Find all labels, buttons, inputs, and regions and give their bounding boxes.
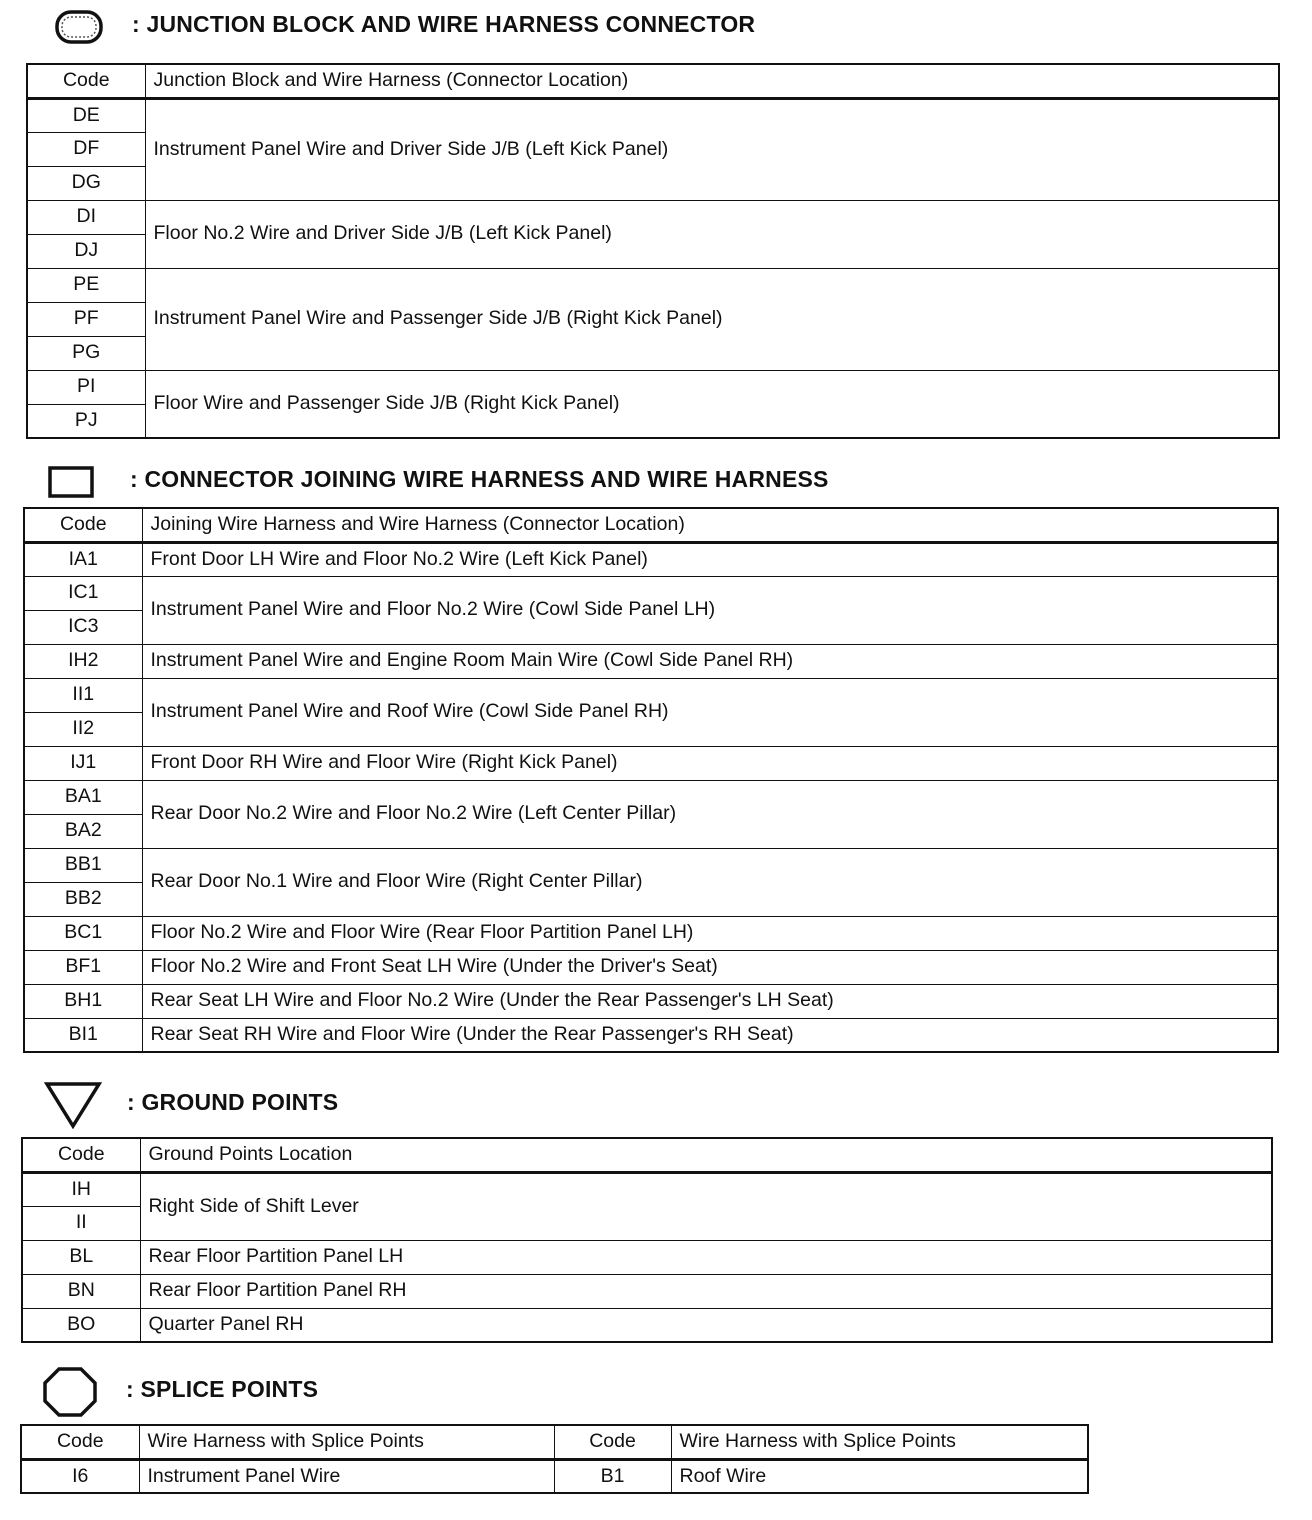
location-cell: Rear Door No.1 Wire and Floor Wire (Right Center Pillar) (142, 848, 1278, 916)
table-row (24, 644, 1278, 678)
header-description: Wire Harness with Splice Points (139, 1425, 554, 1459)
code-cell: BO (22, 1308, 140, 1342)
table-header-row (24, 508, 1278, 542)
table-row (24, 984, 1278, 1018)
location-cell: Floor No.2 Wire and Front Seat LH Wire (Under the Driver's Seat) (142, 950, 1278, 984)
code-cell: BI1 (24, 1018, 142, 1052)
junction-title: : JUNCTION BLOCK AND WIRE HARNESS CONNECTOR (132, 11, 756, 37)
table-header-row (22, 1138, 1272, 1172)
table-row (27, 268, 1279, 302)
octagon-icon (42, 1366, 98, 1418)
code-cell: BA1 (24, 780, 142, 814)
ground-title: : GROUND POINTS (127, 1089, 339, 1115)
code-cell: PG (27, 336, 145, 370)
location-cell: Instrument Panel Wire and Passenger Side J/B (Right Kick Panel) (145, 268, 1279, 370)
code-cell: DF (27, 132, 145, 166)
code-cell: BB1 (24, 848, 142, 882)
ground-section-title (127, 1089, 338, 1116)
header-description: Wire Harness with Splice Points (671, 1425, 1088, 1459)
table-row (24, 576, 1278, 610)
code-cell: BN (22, 1274, 140, 1308)
location-cell: Rear Floor Partition Panel LH (140, 1240, 1272, 1274)
wire-harness-cell: Roof Wire (671, 1459, 1088, 1493)
table-row (24, 678, 1278, 712)
code-cell: BF1 (24, 950, 142, 984)
header-code: Code (22, 1138, 140, 1172)
connector-table (23, 507, 1279, 1053)
header-code: Code (21, 1425, 139, 1459)
code-cell: IA1 (24, 542, 142, 576)
location-cell: Quarter Panel RH (140, 1308, 1272, 1342)
code-cell: PJ (27, 404, 145, 438)
table-header-row (21, 1425, 1088, 1459)
location-cell: Instrument Panel Wire and Roof Wire (Cowl Side Panel RH) (142, 678, 1278, 746)
header-code: Code (27, 64, 145, 98)
table-row (27, 98, 1279, 132)
table-row (24, 1018, 1278, 1052)
triangle-down-icon (44, 1081, 102, 1129)
code-cell: II1 (24, 678, 142, 712)
location-cell: Rear Floor Partition Panel RH (140, 1274, 1272, 1308)
table-row (24, 916, 1278, 950)
code-cell: BL (22, 1240, 140, 1274)
header-description: Junction Block and Wire Harness (Connector Location) (145, 64, 1279, 98)
code-cell: PI (27, 370, 145, 404)
table-row (24, 848, 1278, 882)
location-cell: Floor No.2 Wire and Floor Wire (Rear Floor Partition Panel LH) (142, 916, 1278, 950)
rectangle-icon (48, 466, 94, 498)
location-cell: Right Side of Shift Lever (140, 1172, 1272, 1240)
table-row (22, 1240, 1272, 1274)
location-cell: Instrument Panel Wire and Engine Room Main Wire (Cowl Side Panel RH) (142, 644, 1278, 678)
header-description: Joining Wire Harness and Wire Harness (Connector Location) (142, 508, 1278, 542)
ground-table (21, 1137, 1273, 1343)
code-cell: B1 (554, 1459, 671, 1493)
location-cell: Front Door LH Wire and Floor No.2 Wire (Left Kick Panel) (142, 542, 1278, 576)
code-cell: BC1 (24, 916, 142, 950)
header-description: Ground Points Location (140, 1138, 1272, 1172)
junction-table (26, 63, 1280, 439)
splice-table (20, 1424, 1089, 1494)
wire-harness-cell: Instrument Panel Wire (139, 1459, 554, 1493)
rounded-rect-icon (54, 9, 104, 45)
table-row (22, 1172, 1272, 1206)
table-row (24, 542, 1278, 576)
code-cell: DI (27, 200, 145, 234)
table-row (24, 780, 1278, 814)
table-row (21, 1459, 1088, 1493)
table-row (24, 950, 1278, 984)
code-cell: PF (27, 302, 145, 336)
header-code: Code (554, 1425, 671, 1459)
table-row (27, 370, 1279, 404)
code-cell: DG (27, 166, 145, 200)
junction-section-title (132, 11, 755, 38)
location-cell: Instrument Panel Wire and Driver Side J/B (Left Kick Panel) (145, 98, 1279, 200)
location-cell: Instrument Panel Wire and Floor No.2 Wire (Cowl Side Panel LH) (142, 576, 1278, 644)
table-header-row (27, 64, 1279, 98)
code-cell: IC1 (24, 576, 142, 610)
code-cell: I6 (21, 1459, 139, 1493)
header-code: Code (24, 508, 142, 542)
code-cell: II (22, 1206, 140, 1240)
code-cell: BA2 (24, 814, 142, 848)
code-cell: BH1 (24, 984, 142, 1018)
table-row (22, 1274, 1272, 1308)
location-cell: Rear Seat LH Wire and Floor No.2 Wire (Under the Rear Passenger's LH Seat) (142, 984, 1278, 1018)
connector-title: : CONNECTOR JOINING WIRE HARNESS AND WIRE HARNESS (130, 466, 829, 492)
splice-title: : SPLICE POINTS (126, 1376, 319, 1402)
location-cell: Floor Wire and Passenger Side J/B (Right Kick Panel) (145, 370, 1279, 438)
code-cell: IC3 (24, 610, 142, 644)
code-cell: BB2 (24, 882, 142, 916)
code-cell: IH (22, 1172, 140, 1206)
splice-section-title (126, 1376, 318, 1403)
table-row (22, 1308, 1272, 1342)
connector-section-title (130, 466, 829, 493)
location-cell: Front Door RH Wire and Floor Wire (Right Kick Panel) (142, 746, 1278, 780)
code-cell: IJ1 (24, 746, 142, 780)
code-cell: II2 (24, 712, 142, 746)
location-cell: Rear Door No.2 Wire and Floor No.2 Wire (Left Center Pillar) (142, 780, 1278, 848)
code-cell: DE (27, 98, 145, 132)
location-cell: Rear Seat RH Wire and Floor Wire (Under the Rear Passenger's RH Seat) (142, 1018, 1278, 1052)
location-cell: Floor No.2 Wire and Driver Side J/B (Left Kick Panel) (145, 200, 1279, 268)
table-row (27, 200, 1279, 234)
code-cell: PE (27, 268, 145, 302)
code-cell: IH2 (24, 644, 142, 678)
code-cell: DJ (27, 234, 145, 268)
table-row (24, 746, 1278, 780)
